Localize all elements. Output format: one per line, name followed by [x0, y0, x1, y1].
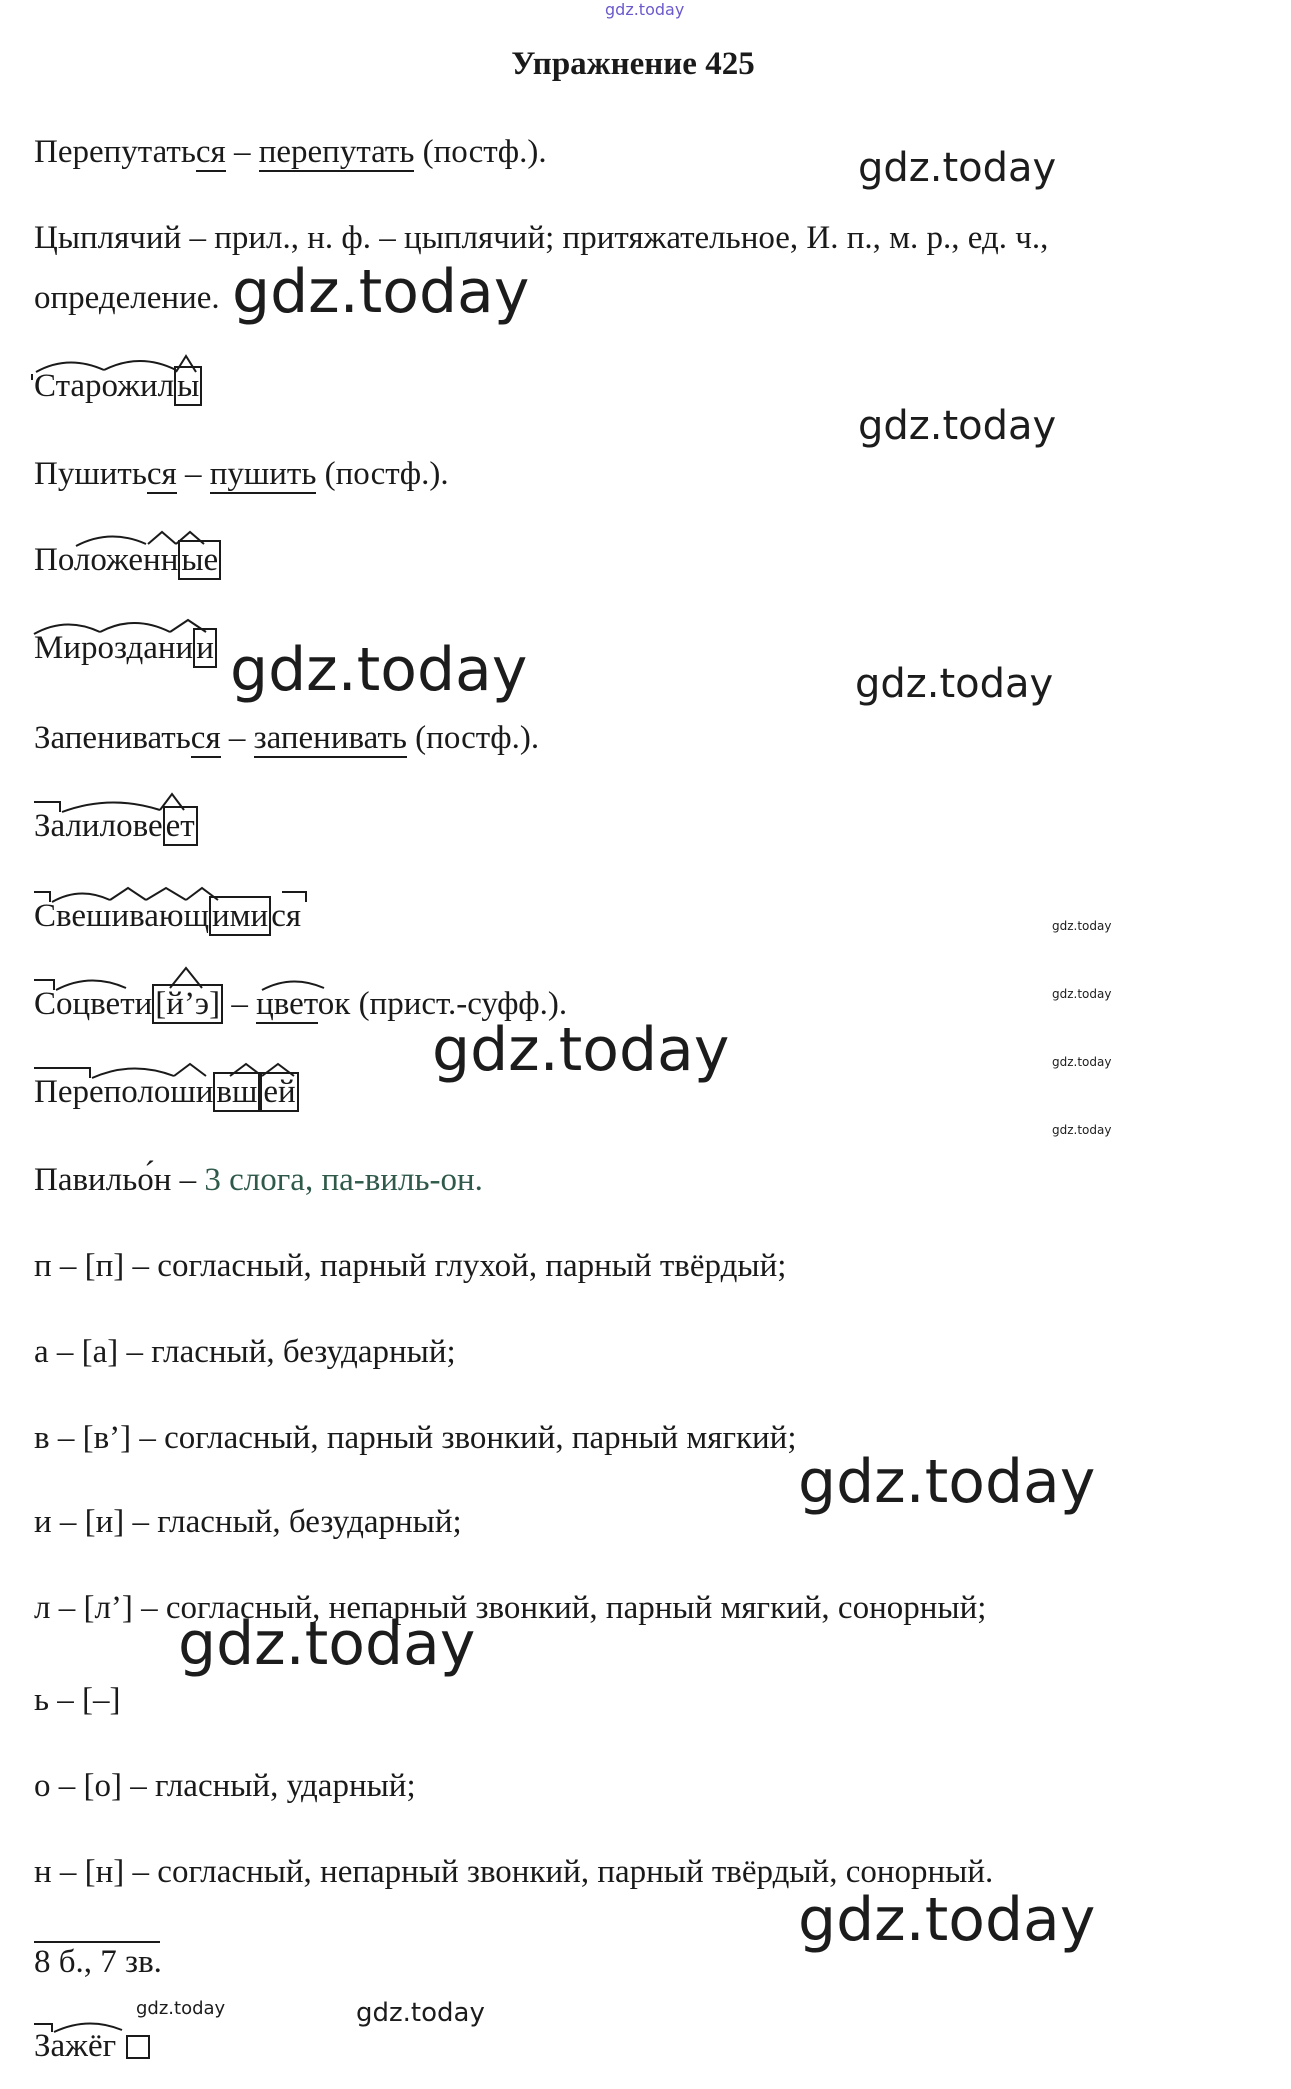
phonetic-line: и – [и] – гласный, безударный; [34, 1504, 462, 1540]
word-text: ок (прист.-суфф.). [317, 986, 568, 1022]
word-stem: Переполоши [34, 1074, 214, 1110]
dash: – [225, 134, 259, 170]
suffix-mark [146, 888, 186, 900]
root-arc [262, 981, 324, 990]
word-text: (постф.). [414, 134, 547, 170]
word-text: (постф.). [316, 456, 449, 492]
dash: – [220, 720, 254, 756]
watermark: gdz.today [798, 1885, 1096, 1955]
suffix-mark [230, 1064, 262, 1076]
dash: – [176, 456, 210, 492]
word-stem: Свешивающ [34, 898, 209, 934]
suffix-mark [176, 532, 204, 544]
root-arc [52, 893, 110, 902]
morpheme-marks [30, 350, 250, 380]
suffix-mark [262, 1064, 294, 1076]
phonetic-line: ь – [–] [34, 1682, 121, 1718]
word-stem: Зажёг [34, 2028, 117, 2064]
morpheme-marks [30, 966, 350, 1000]
word-analysis-line [34, 454, 449, 494]
letters-sounds-count: 8 б., 7 зв. [34, 1944, 162, 1980]
postfix: ся [190, 720, 221, 756]
watermark: gdz.today [432, 1015, 730, 1085]
postfix: ся [195, 134, 226, 170]
prefix-mark [34, 980, 54, 990]
ending-box: [й’э] [152, 984, 223, 1024]
watermark: gdz.today [858, 145, 1057, 191]
suffix-mark [186, 888, 218, 900]
page-title: Упражнение 425 [511, 46, 755, 82]
suffix-mark [174, 1064, 206, 1076]
root-arc [104, 361, 176, 370]
ending-box: и [193, 628, 217, 668]
ending-box: ими [209, 896, 271, 936]
ending-box: ые [178, 540, 221, 580]
stem: цвет [256, 986, 318, 1022]
word-stem: Положенн [34, 542, 179, 578]
ending-box: ы [174, 366, 202, 406]
morpheme-marks [30, 524, 270, 554]
watermark: gdz.today [855, 661, 1054, 707]
root-arc [34, 624, 100, 634]
watermark: gdz.today [1052, 919, 1112, 933]
phonetic-line: п – [п] – согласный, парный глухой, парный твёрдый; [34, 1248, 787, 1284]
syllables: 3 слога, па-виль-он. [204, 1162, 483, 1198]
watermark: gdz.today [858, 403, 1057, 449]
watermark: gdz.today [1052, 1123, 1112, 1137]
suffix-mark [110, 888, 146, 900]
watermark: gdz.today [232, 257, 530, 327]
word-analysis-line [34, 718, 539, 758]
word-text: Запенивать [34, 720, 191, 756]
phonetic-line: в – [в’] – согласный, парный звонкий, парный мягкий; [34, 1420, 797, 1456]
root-arc [92, 1068, 174, 1078]
phonetic-line: а – [а] – гласный, безударный; [34, 1334, 456, 1370]
watermark: gdz.today [605, 0, 685, 19]
ending-box: ей [260, 1072, 298, 1112]
word-stem: Залилове [34, 808, 163, 844]
watermark: gdz.today [1052, 1055, 1112, 1069]
word-analysis-line [34, 132, 547, 172]
watermark: gdz.today [1052, 987, 1112, 1001]
root-arc [56, 980, 126, 990]
phonetic-line: н – [н] – согласный, непарный звонкий, парный твёрдый, сонорный. [34, 1854, 994, 1890]
morpheme-marks [30, 1056, 350, 1086]
postfix: ся [146, 456, 177, 492]
word-stem: Старожил [34, 368, 175, 404]
suffix-mark [176, 356, 196, 372]
morpheme-marks [30, 790, 270, 820]
word-stem: Соцвети [34, 986, 153, 1022]
phonetic-header [34, 1160, 483, 1200]
stem: пушить [209, 456, 317, 492]
root-arc [54, 2023, 122, 2032]
root-arc [76, 536, 146, 546]
suffix-mark [170, 968, 202, 988]
root-arc [100, 623, 170, 632]
postfix: ся [271, 898, 302, 934]
suffix-mark [170, 620, 206, 632]
stem: перепутать [258, 134, 415, 170]
watermark: gdz.today [230, 635, 528, 705]
postfix-mark [282, 892, 306, 902]
prefix-mark [34, 892, 50, 902]
text-line: Цыплячий – прил., н. ф. – цыплячий; притяжательное, И. п., м. р., ед. ч., [34, 220, 1049, 256]
watermark: gdz.today [798, 1447, 1096, 1517]
prefix-mark [34, 802, 60, 812]
word-text: Пушить [34, 456, 147, 492]
dash: – [223, 986, 257, 1022]
watermark: gdz.today [356, 1998, 485, 2028]
morpheme-marks [30, 2014, 170, 2040]
watermark: gdz.today [178, 1609, 476, 1679]
suffix-box: вш [213, 1072, 260, 1112]
suffix-mark [160, 794, 184, 810]
root-arc [62, 802, 160, 812]
phonetic-line: о – [о] – гласный, ударный; [34, 1768, 416, 1804]
root-arc [36, 362, 104, 372]
phonetic-line: л – [л’] – согласный, непарный звонкий, парный мягкий, сонорный; [34, 1590, 987, 1626]
text-line: определение. [34, 280, 220, 316]
watermark: gdz.today [136, 1998, 226, 2019]
prefix-mark [34, 1068, 90, 1078]
word-text: (постф.). [406, 720, 540, 756]
word-stem: Мироздани [34, 630, 194, 666]
word-text: Перепутать [34, 134, 196, 170]
ending-box: ет [163, 806, 198, 846]
word-text: Павильо́н – [34, 1162, 205, 1198]
suffix-mark [148, 532, 176, 544]
prefix-mark [34, 2024, 52, 2032]
morpheme-marks [30, 880, 350, 910]
stem: запенивать [253, 720, 407, 756]
